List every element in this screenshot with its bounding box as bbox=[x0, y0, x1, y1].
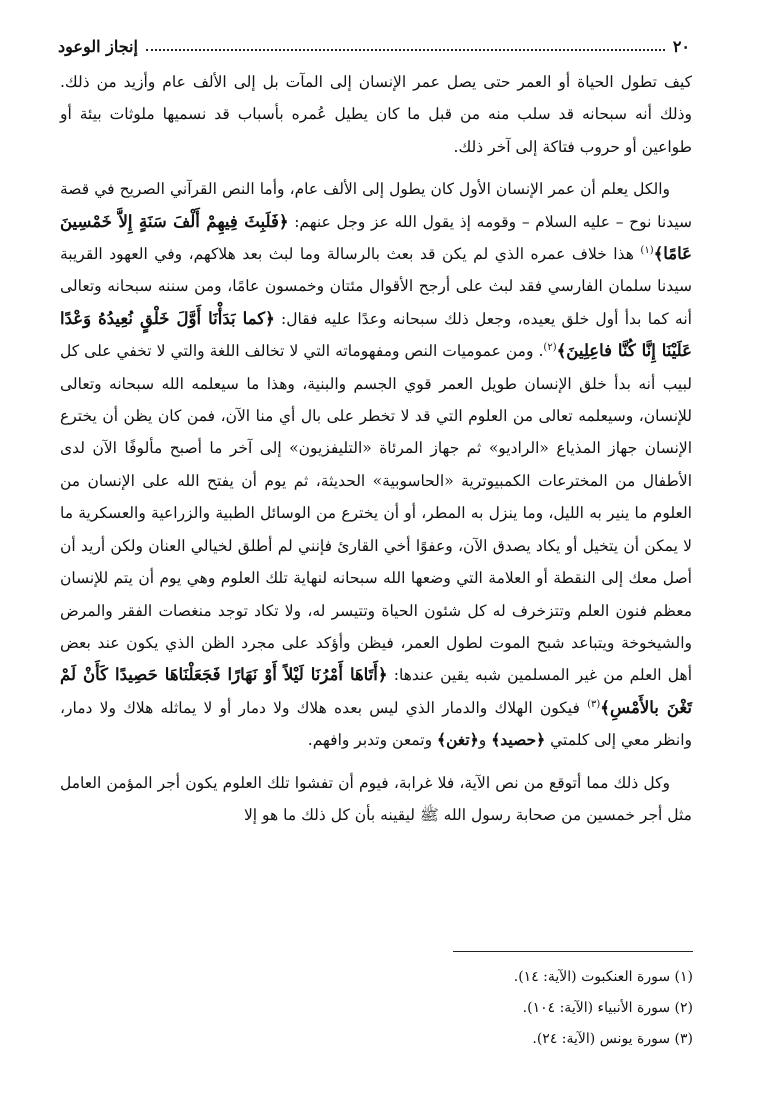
footnote-ref-2: (٢) bbox=[543, 342, 557, 354]
quran-word-taghna: ﴿تغن﴾ bbox=[437, 730, 479, 750]
quran-verse-3: ﴿أَتَاهَا أَمْرُنَا لَيْلاً أَوْ نَهَارًا فَجَعَلْنَاهَا حَصِيدًا كَأَنْ لَمْ تَغْنَ بالأَمْسِ﴾ bbox=[60, 665, 692, 717]
footnote-1: (١) سورة العنكبوت (الآية: ١٤). bbox=[513, 969, 693, 985]
footnote-separator bbox=[453, 951, 693, 952]
paragraph-2-text-3: . ومن عموميات النص ومفهوماته التي لا تخالف اللغة والتي لا تخفي على كل لبيب أنه بدأ خلق الإنسان طويل العمر قوي الجسم والبنية، وهذا ما سيعلمه الله سبحانه وتعالى للإنسان، وسيعلمه تعالى من العلوم التي قد لا تخطر على بال أي منا الآن، فمن كان يظن أن يخترع الإنسان جهاز المذياع «الراديو» ثم جهاز المرئاة «التليفزيون» إلى آخر ما أصبح مألوفًا الآن لدى الأطفال من المخترعات الكمبيوترية «الحاسوبية» الحديثة، ثم يوم أن يفتح الله على الإنسان من العلوم ما ينير به الليل، وما ينزل به المطر، أو أن يخترع من الوسائل الطبية والزراعية والعسكرية ما لا يمكن أن يتخيل أو يكاد يصدق الآن، وعفوًا أخي القارئ فإنني لم أطلق لخيالي العنان ولكن أريد أن أصل معك إلى النقطة أو العلامة التي وضعها الله سبحانه لنهاية تلك العلوم وهي يوم أن يتم للإنسان معظم فنون العلم وتتزخرف له كل شئون الحياة وتتيسر له، ولا تكاد توجد منغصات الفقر والمرض والشيخوخة ويتباعد شبح الموت لطول العمر، فيظن وأؤكد على مجرد الظن الذي يكون عند بعض أهل العلم من غير المسلمين شبه يقين عندها: bbox=[60, 342, 692, 685]
footnote-3: (٣) سورة يونس (الآية: ٢٤). bbox=[532, 1031, 693, 1047]
footnote-ref-1: (١) bbox=[640, 244, 654, 256]
quran-verse-2: ﴿كما بَدَأْنَا أَوَّلَ خَلْقٍ نُعِيدُهُ وَعْدًا عَلَيْنَا إِنَّا كُنَّا فاعِلِينَ﴾ bbox=[60, 308, 692, 361]
paragraph-2-text-6: وتمعن وتدبر وافهم. bbox=[307, 731, 437, 750]
paragraph-3: وكل ذلك مما أتوقع من نص الآية، فلا غرابة، فيوم أن تفشوا تلك العلوم يكون أجر المؤمن العامل مثل أجر خمسين من صحابة رسول الله ﷺ ليقينه بأن كل ذلك ما هو إلا bbox=[60, 773, 692, 824]
paragraph-2-text-1: والكل يعلم أن عمر الإنسان الأول كان يطول إلى الألف عام، وأما النص القرآني الصريح في قصة سيدنا نوح – عليه السلام – وقومه إذ يقول الله عز وجل عنهم: bbox=[60, 180, 692, 231]
main-text bbox=[60, 66, 692, 831]
footnote-ref-3: (٣) bbox=[587, 698, 601, 710]
quran-word-hasid: ﴿حصيد﴾ bbox=[491, 730, 546, 750]
paragraph-2-text-5: و bbox=[478, 731, 492, 750]
paragraph-2-text-4: فيكون الهلاك والدمار الذي ليس بعده هلاك ولا دمار أو لا يماثله هلاك ولا دمار، وانظر معي إلى كلمتي bbox=[60, 698, 692, 750]
paragraph-2 bbox=[60, 173, 692, 756]
footnotes bbox=[293, 962, 693, 1055]
footnote-2: (٢) سورة الأنبياء (الآية: ١٠٤). bbox=[522, 1000, 693, 1016]
paragraph-1: كيف تطول الحياة أو العمر حتى يصل عمر الإنسان إلى المآت بل إلى الألف عام وأزيد من ذلك. وذلك أنه سبحانه قد سلب منه من قبل ما كان يطيل عُمره بأسباب قد نسميها ملوثات بيئة أو طواعين أو حروب فتاكة إلى آخر ذلك. bbox=[60, 73, 692, 156]
paragraph-2-text-2: هذا خلاف عمره الذي لم يكن قد بعث بالرسالة وما لبث بعد هلاكهم، وفي العهود القريبة سيدنا سلمان الفارسي فقد لبث على أرجح الأقوال مئتان وخمسون عامًا، ومن سننه سبحانه وتعالى أنه كما بدأ أول خلق يعيده، وجعل ذلك سبحانه وعدًا عليه فقال: bbox=[60, 245, 692, 328]
book-title: إنجاز الوعود bbox=[58, 37, 138, 56]
quran-verse-1: ﴿فَلَبِثَ فِيهِمْ أَلْفَ سَنَةٍ إِلاَّ خَمْسِينَ عَامًا﴾ bbox=[60, 211, 692, 264]
running-header bbox=[58, 32, 690, 56]
header-dotted-leader bbox=[146, 48, 665, 51]
page-number: ٢٠ bbox=[672, 37, 690, 56]
